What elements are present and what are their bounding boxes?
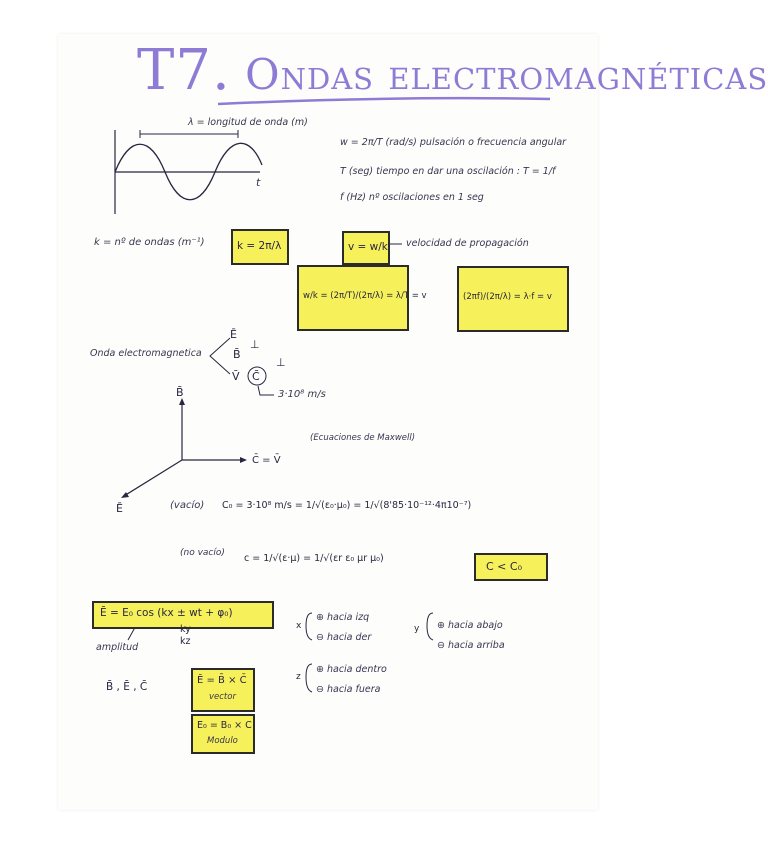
title-text: Ondas electromagnéticas xyxy=(245,50,768,99)
v-box-text: v = w/k xyxy=(348,241,388,253)
maxwell-label: (Ecuaciones de Maxwell) xyxy=(310,433,416,443)
k-definition: k = nº de ondas (m⁻¹) xyxy=(94,237,205,248)
modulo-box-text: E₀ = B₀ × C xyxy=(197,720,252,731)
wave-equation-text: Ē = E₀ cos (kx ± wt + φ₀) xyxy=(100,607,233,619)
axis-c-label: C̄ = V̄ xyxy=(252,455,281,466)
dir-x-pos: ⊕ hacia izq xyxy=(316,612,370,623)
dir-y-pos: ⊕ hacia abajo xyxy=(437,620,503,631)
dir-y: y xyxy=(414,624,420,634)
amplitude-label: amplitud xyxy=(96,642,139,653)
wave-eq-ky: ky xyxy=(180,624,191,635)
em-perp-1: ⊥ xyxy=(250,338,260,351)
v-box xyxy=(342,231,390,265)
axis-b-label: B̄ xyxy=(176,386,184,399)
vacuum-equation: C₀ = 3·10⁸ m/s = 1/√(ε₀·μ₀) = 1/√(8'85·10⁻¹²·4π10⁻⁷) xyxy=(222,500,472,511)
eq-box-2 xyxy=(457,266,569,332)
v-label: velocidad de propagación xyxy=(406,238,529,249)
no-vacuum-equation: c = 1/√(ε·μ) = 1/√(εr ε₀ μr μ₀) xyxy=(244,553,384,564)
wavelength-label: λ = longitud de onda (m) xyxy=(188,117,308,128)
c-compare-text: C < C₀ xyxy=(486,560,522,573)
k-box xyxy=(231,229,289,265)
omega-def: w = 2π/T (rad/s) pulsación o frecuencia angular xyxy=(340,137,567,148)
title-underline xyxy=(218,98,550,104)
em-c: C̄ xyxy=(252,370,260,383)
axis-e xyxy=(124,460,182,496)
eq-box-1 xyxy=(297,265,427,331)
vectors-list: B̄ , Ē , C̄ xyxy=(106,681,148,693)
em-v: V̄ xyxy=(232,370,240,383)
em-b: B̄ xyxy=(233,348,241,361)
vector-box-text: Ē = B̄ × C̄ xyxy=(197,675,247,686)
dir-y-neg: ⊖ hacia arriba xyxy=(437,640,505,651)
dir-z-pos: ⊕ hacia dentro xyxy=(316,664,387,675)
em-wave-label: Onda electromagnetica xyxy=(90,348,202,359)
title-prefix: T7. xyxy=(137,38,231,103)
dir-z: z xyxy=(296,672,301,682)
dir-z-neg: ⊖ hacia fuera xyxy=(316,684,381,695)
axis-e-label: Ē xyxy=(116,502,123,515)
vector-label: vector xyxy=(209,692,236,702)
freq-def: f (Hz) nº oscilaciones en 1 seg xyxy=(340,192,484,203)
dir-x-neg: ⊖ hacia der xyxy=(316,632,372,643)
vector-box xyxy=(191,668,255,712)
em-e: Ē xyxy=(230,328,237,341)
wave-eq-kz: kz xyxy=(180,636,191,647)
modulo-box xyxy=(191,714,255,754)
k-box-text: k = 2π/λ xyxy=(237,240,282,252)
period-def: T (seg) tiempo en dar una oscilación : T = 1/f xyxy=(340,166,556,177)
em-bracket xyxy=(210,338,230,374)
no-vacuum-tag: (no vacío) xyxy=(180,548,225,558)
vacuum-tag: (vacío) xyxy=(170,500,205,511)
eq-box-2-text: (2πf)/(2π/λ) = λ·f = v xyxy=(463,292,552,302)
em-perp-2: ⊥ xyxy=(276,356,286,369)
c-compare-box xyxy=(474,553,548,581)
t-axis-label: t xyxy=(256,176,261,189)
dir-x: x xyxy=(296,621,302,631)
modulo-label: Modulo xyxy=(207,736,238,746)
em-speed: 3·10⁸ m/s xyxy=(278,389,326,400)
eq-box-1-text: w/k = (2π/T)/(2π/λ) = λ/T = v xyxy=(303,291,427,301)
